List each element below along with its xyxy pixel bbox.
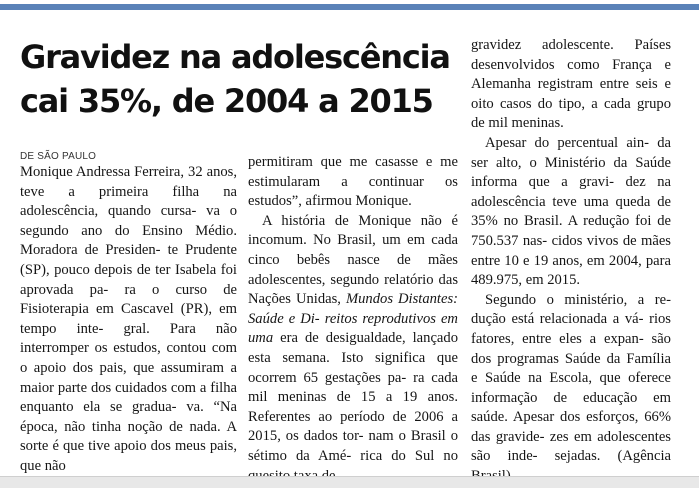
text-line: mães adolescentes, segundo xyxy=(248,251,458,288)
article-column-1 xyxy=(20,163,237,477)
text-line: me estimularam a continuar os xyxy=(248,154,458,190)
headline-line-1: Gravidez na adolescência xyxy=(20,38,450,76)
text-line: educação em saúde. Apesar xyxy=(471,389,671,426)
text-line: esta semana. Isto significa xyxy=(248,349,426,366)
article-column-3 xyxy=(471,36,671,487)
text-line: a filha enquanto ela se gradua- xyxy=(20,379,238,416)
text-line: Segundo o ministério, a re- xyxy=(485,291,671,308)
paragraph xyxy=(248,153,458,212)
text-line: gravidez adolescente. Países xyxy=(471,37,671,53)
text-line: Monique Andressa Ferreira, xyxy=(20,164,185,180)
text-line: dos pais, que assumiram a xyxy=(72,359,237,376)
text-line: Apesar do percentual ain- xyxy=(485,134,650,151)
text-line: rios fatores, entre eles a expan- xyxy=(471,311,671,347)
text-line: Cascavel (PR), em tempo inte- xyxy=(20,301,237,337)
text-line: de 2006 a 2015, os dados tor- xyxy=(248,408,458,445)
text-line: va o segundo ano do Ensino xyxy=(20,203,237,239)
text-line: rica do Sul no xyxy=(360,447,458,464)
text-line: e Alemanha registram entre xyxy=(471,56,671,93)
text-line: Médio. Moradora de Presiden- xyxy=(20,222,237,259)
article-column-2 xyxy=(248,153,458,486)
text-line: ra cada mil meninas de 15 a 19 xyxy=(248,369,459,406)
text-line: Saúde informa que a gravi- xyxy=(471,154,671,191)
text-line: que ocorrem 65 gestações pa- xyxy=(248,349,458,386)
text-line: A história de Monique não é xyxy=(262,212,458,229)
text-line: apoio dos meus pais, que não xyxy=(20,438,237,474)
text-line-italic: Mundos Distantes: Saúde e Di- xyxy=(248,291,458,327)
text-line: que oferece informação de xyxy=(471,370,671,406)
paragraph xyxy=(471,291,671,487)
headline xyxy=(20,35,460,123)
headline-line-2: cai 35%, de 2004 a 2015 xyxy=(20,82,433,120)
text-line: estudos”, afirmou Monique. xyxy=(248,193,412,210)
text-line: 489.975, em 2015. xyxy=(471,272,581,289)
text-line: Família e Saúde na Escola, xyxy=(471,350,671,387)
top-color-bar xyxy=(0,0,699,14)
text-line: maior parte dos cuidados com xyxy=(20,379,197,396)
text-line: 32 anos, teve a primeira filha xyxy=(20,164,237,200)
text-line: de ter Isabela foi aprovada pa- xyxy=(20,261,237,298)
text-line: uma queda de 35% no Brasil. xyxy=(471,193,672,230)
text-line: era de desigualdade, lançado xyxy=(280,330,458,347)
text-line: ra o curso de Fisioterapia em xyxy=(20,281,237,318)
text-line: cidos vivos de mães entre 10 xyxy=(471,232,671,269)
text-line: de nada. A sorte é que tive xyxy=(20,418,237,455)
text-line: seis e oito casos do tipo, a xyxy=(471,76,671,112)
text-line: desenvolvidos como França xyxy=(471,56,652,73)
paragraph xyxy=(471,134,671,291)
text-line: relatório das Nações Unidas, xyxy=(248,271,458,308)
text-line: incomum. No Brasil, um em xyxy=(248,232,425,249)
text-line: na adolescência, quando cursa- xyxy=(20,183,237,220)
paragraph xyxy=(248,212,458,486)
byline: DE SÃO PAULO xyxy=(20,151,97,162)
text-line: te Prudente (SP), pouco depois xyxy=(20,242,238,278)
text-line: nam o Brasil o sétimo da Amé- xyxy=(248,428,458,464)
text-line: va. “Na época, não tinha noção xyxy=(20,399,237,435)
text-line: sejadas. (Agência xyxy=(554,448,671,465)
text-line-italic: reitos reprodutivos em uma xyxy=(248,310,458,347)
bottom-page-edge xyxy=(0,476,699,488)
paragraph xyxy=(471,36,671,134)
text-line: e 19 anos, em 2004, para xyxy=(523,252,671,269)
text-line: zes em adolescentes são inde- xyxy=(471,428,671,465)
top-color-stripe xyxy=(0,4,699,10)
text-line: gral. Para não interromper os xyxy=(20,320,237,357)
text-line: permitiram que me casasse e xyxy=(248,154,433,170)
text-line: anos. Referentes ao período xyxy=(248,389,458,425)
text-line: estudos, contou com o apoio xyxy=(20,340,237,376)
paragraph xyxy=(20,163,237,477)
text-line: A redução foi de 750.537 nas- xyxy=(471,213,671,249)
text-line: da ser alto, o Ministério da xyxy=(471,134,672,171)
text-line: dução está relacionada a vá- xyxy=(471,311,644,328)
text-line: são dos programas Saúde da xyxy=(471,330,671,367)
text-line: dez na adolescência teve xyxy=(471,174,671,210)
text-line: cada grupo de mil meninas. xyxy=(471,95,671,132)
text-line: dos esforços, 66% das gravide- xyxy=(471,409,671,445)
text-line: cada cinco bebês nasce de xyxy=(248,232,458,268)
